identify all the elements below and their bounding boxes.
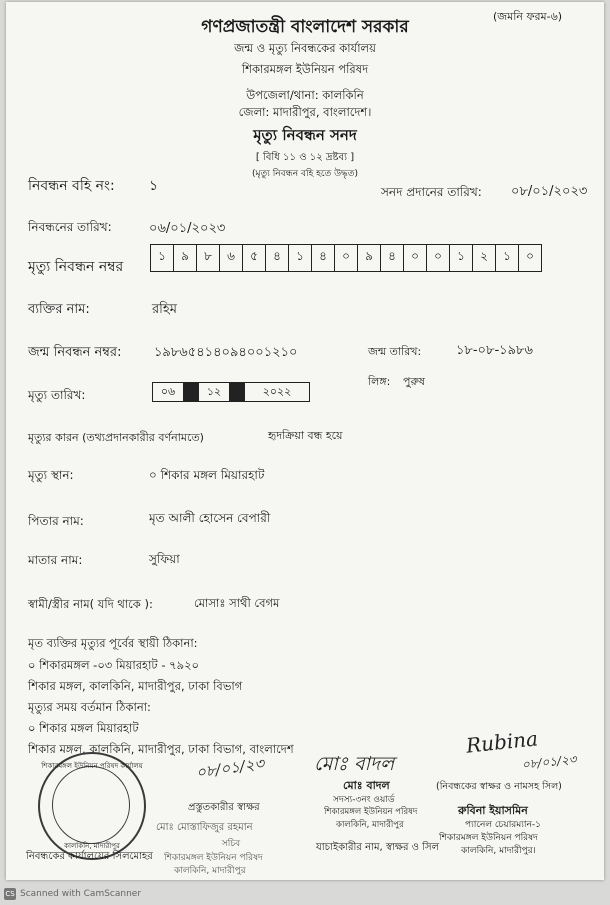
registrar-stamp-place: কালকিনি, মাদারীপুর।	[461, 846, 536, 856]
register-book-label: নিবন্ধন বহি নং:	[28, 178, 115, 194]
permanent-address-line1: ০ শিকারমঙ্গল -০৩ মিয়ারহাট - ৭৯২০	[28, 658, 200, 672]
death-place-label: মৃত্যু স্থান:	[28, 468, 74, 482]
verifier-stamp-name: মোঃ বাদল	[343, 779, 390, 792]
reg-digit-cell: ০	[526, 249, 534, 263]
reg-digit-cell: ০	[427, 245, 450, 271]
registrar-stamp-union: শিকারমঙ্গল ইউনিয়ন পরিষদ	[439, 833, 538, 843]
reg-digit-cell: ৪	[312, 245, 335, 271]
reg-digit-cell: ০	[335, 245, 358, 271]
issue-date-value: ০৮/০১/২০২৩	[511, 184, 588, 199]
preparer-stamp-union: শিকারমঙ্গল ইউনিয়ন পরিষদ	[164, 853, 263, 863]
scanner-footer	[0, 884, 610, 905]
seal-bottom-text: কালকিনি, মাদারীপুর	[64, 842, 120, 850]
birth-reg-no-label: জন্ম নিবন্ধন নম্বর:	[28, 345, 122, 360]
office-name: জন্ম ও মৃত্যু নিবন্ধকের কার্যালয়	[234, 41, 376, 55]
father-label: পিতার নাম:	[28, 514, 84, 528]
seal-text: শিকারমঙ্গল ইউনিয়ন পরিষদ কার্যালয়	[41, 762, 143, 770]
reg-digit-cell: ৯	[358, 245, 381, 271]
person-name-value: রহিম	[152, 302, 177, 317]
reg-digit-cell: ৫	[243, 245, 266, 271]
reg-digit-cell: ৪	[381, 245, 404, 271]
date-separator	[184, 383, 199, 401]
permanent-address-label: মৃত ব্যক্তির মৃত্যুর পূর্বের স্থায়ী ঠিকানা:	[28, 636, 198, 650]
death-date-label: মৃত্যু তারিখ:	[28, 388, 86, 402]
death-month: ১২	[199, 383, 230, 401]
father-value: মৃত আলী হোসেন বেপারী	[149, 511, 271, 525]
office-seal	[38, 752, 146, 860]
gender-value: পুরুষ	[403, 375, 425, 388]
reg-digit-cell: ৯	[174, 245, 197, 271]
rule-reference: [ বিধি ১১ ও ১২ দ্রষ্টব্য ]	[255, 152, 355, 163]
govt-heading: গণপ্রজাতন্ত্রী বাংলাদেশ সরকার	[201, 17, 409, 37]
seal-caption: নিবন্ধকের কার্যালয়ের সিলমোহর	[26, 851, 153, 862]
present-address-line2: শিকার মঙ্গল, কালকিনি, মাদারীপুর, ঢাকা বিভাগ, বাংলাদেশ	[28, 742, 294, 756]
reg-digit-cell: ৮	[197, 245, 220, 271]
certificate-title: মৃত্যু নিবন্ধন সনদ	[253, 126, 357, 144]
register-book-value: ১	[149, 178, 159, 194]
reg-digit-cell: ৪	[266, 245, 289, 271]
reg-date-label: নিবন্ধনের তারিখ:	[28, 220, 112, 234]
death-day: ০৬	[153, 383, 184, 401]
issue-date-label: সনদ প্রদানের তারিখ:	[381, 185, 482, 199]
registrar-caption: (নিবন্ধকের স্বাক্ষর ও নামসহ সিল)	[436, 781, 562, 792]
cause-label: মৃত্যুর কারন (তথ্যপ্রদানকারীর বর্ণনামতে)	[28, 431, 204, 444]
preparer-caption: প্রস্তুতকারীর স্বাক্ষর	[188, 802, 260, 813]
permanent-address-line2: শিকার মঙ্গল, কালকিনি, মাদারীপুর, ঢাকা বিভাগ	[28, 679, 243, 693]
spouse-value: মোসাঃ সাথী বেগম	[194, 596, 280, 610]
reg-digit-cell: ১	[450, 245, 473, 271]
registrar-sign-date: ০৮/০১/২৩	[521, 752, 578, 772]
death-reg-no-label: মৃত্যু নিবন্ধন নম্বর	[28, 259, 124, 275]
present-address-label: মৃত্যুর সময় বর্তমান ঠিকানা:	[28, 700, 151, 714]
date-separator	[230, 383, 245, 401]
district: জেলা: মাদারীপুর, বাংলাদেশ।	[238, 105, 372, 119]
person-name-label: ব্যক্তির নাম:	[28, 302, 90, 317]
certificate-page	[6, 2, 604, 880]
death-reg-no-boxes	[150, 244, 542, 272]
registrar-stamp-name: রুবিনা ইয়াসমিন	[458, 804, 528, 817]
verifier-stamp-place: কালকিনি, মাদারীপুর	[336, 820, 404, 830]
reg-digit-cell: ১	[151, 245, 174, 271]
verifier-stamp-union: শিকারমঙ্গল ইউনিয়ন পরিষদ	[324, 807, 418, 817]
mother-value: সুফিয়া	[149, 552, 180, 566]
verifier-stamp-title: সদস্য-৩নং ওয়ার্ড	[333, 795, 395, 805]
verifier-caption: যাচাইকারীর নাম, স্বাক্ষর ও সিল	[316, 842, 440, 853]
camscanner-logo-icon: CS	[5, 890, 15, 898]
verifier-signature: মোঃ বাদল	[314, 753, 395, 775]
gender-label: লিঙ্গ:	[368, 375, 391, 388]
scanner-watermark: Scanned with CamScanner	[20, 889, 142, 899]
registrar-signature: Rubina	[464, 726, 540, 758]
reg-digit-cell: ০	[404, 245, 427, 271]
preparer-signature: ০৮/০১/২৩	[194, 754, 266, 782]
death-year: ২০২২	[262, 384, 292, 398]
mother-label: মাতার নাম:	[28, 553, 83, 567]
registrar-stamp-title: প্যানেল চেয়ারম্যান-১	[465, 820, 541, 830]
source-note: (মৃত্যু নিবন্ধন বহি হতে উদ্ধৃত)	[251, 169, 359, 179]
reg-digit-cell: ১	[496, 245, 519, 271]
birth-reg-no-value: ১৯৮৬৫৪১৪০৯৪০০১২১০	[154, 345, 298, 360]
reg-digit-cell: ১	[289, 245, 312, 271]
preparer-stamp-title: সচিব	[221, 839, 241, 849]
cause-value: হৃদক্রিয়া বন্ধ হয়ে	[268, 429, 343, 442]
birth-date-value: ১৮-০৮-১৯৮৬	[456, 343, 533, 358]
death-date-boxes	[152, 382, 310, 402]
preparer-stamp-name: মোঃ মোস্তাফিজুর রহমান	[156, 822, 253, 833]
upazila: উপজেলা/থানা: কালকিনি	[246, 88, 364, 102]
preparer-stamp-place: কালকিনি, মাদারীপুর	[174, 866, 246, 876]
reg-digit-cell: ২	[473, 245, 496, 271]
reg-digit-cell: ৬	[220, 245, 243, 271]
birth-date-label: জন্ম তারিখ:	[368, 345, 422, 358]
union-name: শিকারমঙ্গল ইউনিয়ন পরিষদ	[241, 62, 369, 76]
reg-date-value: ০৬/০১/২০২৩	[149, 221, 226, 236]
form-tag: (জমনি ফরম-৬)	[493, 10, 563, 23]
death-place-value: ০ শিকার মঙ্গল মিয়ারহাট	[149, 468, 265, 482]
present-address-line1: ০ শিকার মঙ্গল মিয়ারহাট	[28, 721, 139, 735]
spouse-label: স্বামী/স্ত্রীর নাম( যদি থাকে ):	[28, 597, 153, 611]
